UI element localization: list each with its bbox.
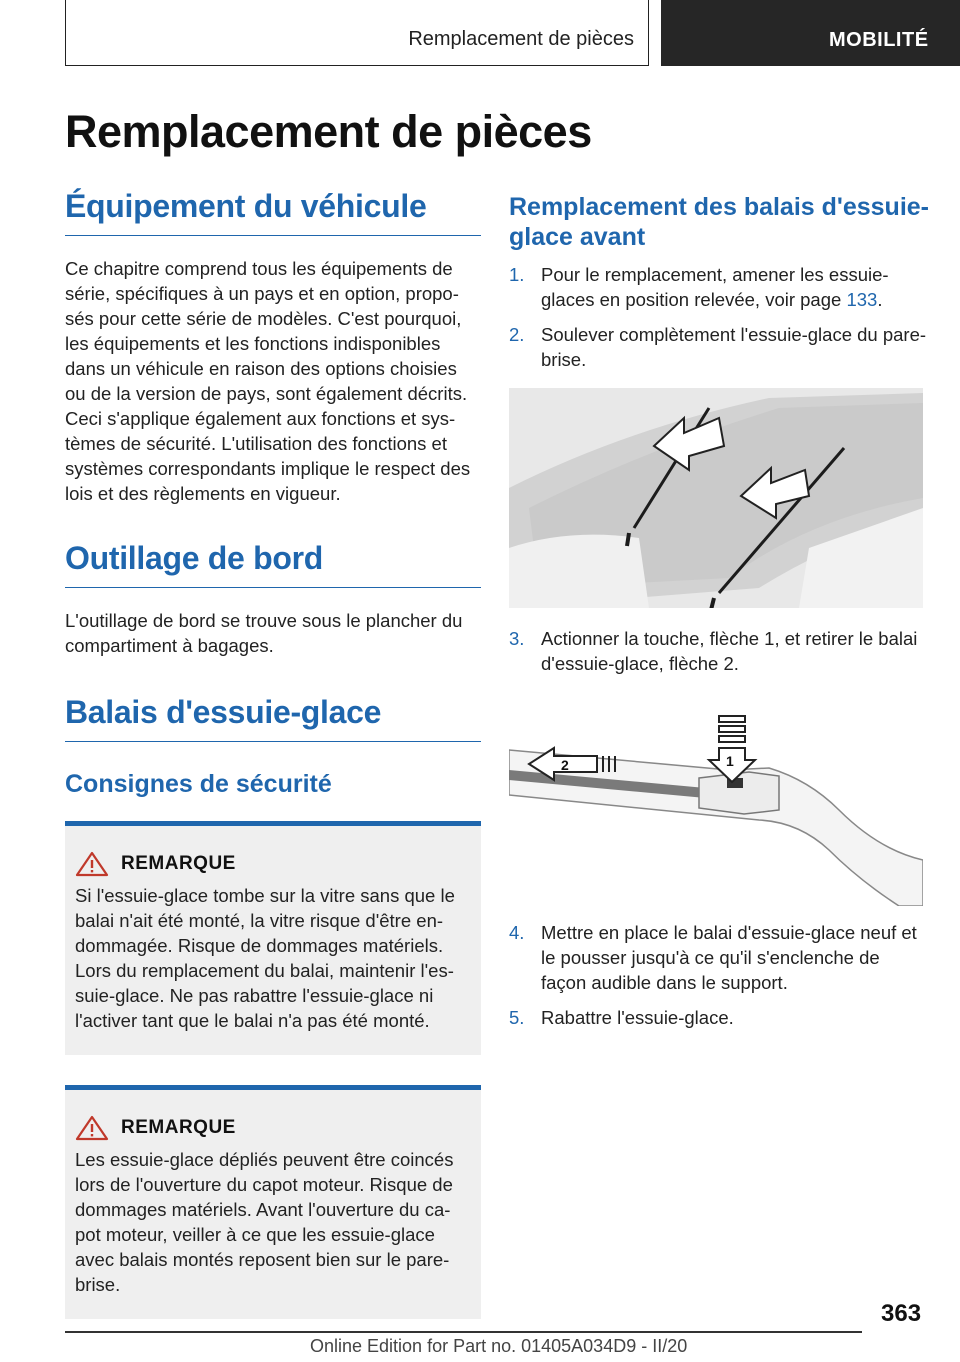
warning-triangle-icon	[75, 851, 109, 877]
header-section-title: Remplacement de pièces	[408, 28, 634, 50]
page-reference-link[interactable]: 133	[846, 289, 878, 310]
footer-divider	[65, 1331, 862, 1333]
notice-label: REMARQUE	[121, 853, 236, 874]
notice-text: Les essuie-glace dépliés peuvent être coincés lors de l'ouverture du capot moteur. Risque de dommages matériels. Avant l'ouverture du ca-pot moteur, veiller à ce que les essuie-glace avec balais montés reposent bien sur le pare-brise.	[75, 1149, 454, 1295]
right-column	[509, 192, 929, 1030]
header-frame	[65, 0, 649, 66]
step-item	[509, 1005, 929, 1030]
step-item	[509, 626, 929, 676]
footer-edition-text: Online Edition for Part no. 01405A034D9 - II/20	[310, 1336, 688, 1356]
step-text: Pour le remplacement, amener les essuie-glaces en position relevée, voir page 133.	[541, 264, 889, 310]
subheading-safety: Consignes de sécurité	[65, 770, 332, 798]
step-text: Mettre en place le balai d'essuie-glace neuf et le pousser jusqu'à ce qu'il s'enclenche de façon audible dans le support.	[541, 922, 917, 993]
arrow-2-label: 2	[561, 757, 569, 773]
header-tab-label: MOBILITÉ	[829, 29, 929, 51]
step-item	[509, 322, 929, 372]
notice-box	[65, 821, 481, 1055]
step-text: Soulever complètement l'essuie-glace du pare-brise.	[541, 324, 927, 370]
step-text: Rabattre l'essuie-glace.	[541, 1007, 734, 1028]
section-heading-wiper-blades: Balais d'essuie-glace	[65, 694, 481, 742]
notice-box	[65, 1085, 481, 1319]
wipers-raised-illustration	[509, 388, 923, 608]
step-text: Actionner la touche, flèche 1, et retirer le balai d'essuie-glace, flèche 2.	[541, 628, 918, 674]
section-heading-vehicle-equipment: Équipement du véhicule	[65, 188, 481, 236]
arrow-1-label: 1	[726, 753, 734, 769]
illustration-blade-release	[509, 710, 923, 906]
warning-triangle-icon	[75, 1115, 109, 1141]
step-number: 3.	[509, 628, 525, 649]
blade-release-illustration	[509, 710, 923, 906]
page-number: 363	[881, 1300, 922, 1327]
header-chapter-tab	[661, 0, 960, 66]
onboard-tools-text: L'outillage de bord se trouve sous le plancher du compartiment à bagages.	[65, 610, 463, 656]
step-number: 2.	[509, 324, 525, 345]
page-title: Remplacement de pièces	[65, 106, 592, 157]
notice-text: Si l'essuie-glace tombe sur la vitre sans que le balai n'ait été monté, la vitre risque d'être en-dommagée. Risque de dommages matériels. Lors du remplacement du balai, maintenir l'es-suie-glace. Ne pas rabattre l'essuie-glace ni l'activer tant que le balai n'a pas été monté.	[75, 885, 455, 1031]
step-item	[509, 920, 929, 995]
section-heading-onboard-tools: Outillage de bord	[65, 540, 481, 588]
illustration-wipers-raised	[509, 388, 923, 608]
vehicle-equipment-text: Ce chapitre comprend tous les équipements de série, spécifiques à un pays et en option, propo-sés pour cette série de modèles. C'est pourquoi, les équipements et les fonctions indisponibles dans un véhicule en raison des options choisies ou de la version de pays, sont également décrits. Ceci s'applique également aux fonctions et sys-tèmes de sécurité. L'utilisation des fonctions et systèmes correspondants implique le respect des lois et des règlements en vigueur.	[65, 258, 471, 504]
left-column	[65, 188, 481, 1319]
notice-label: REMARQUE	[121, 1117, 236, 1138]
step-number: 5.	[509, 1007, 525, 1028]
subheading-front-wiper-replacement: Remplacement des balais d'essuie-glace avant	[509, 193, 930, 251]
step-item	[509, 262, 929, 312]
step-number: 1.	[509, 264, 525, 285]
step-number: 4.	[509, 922, 525, 943]
